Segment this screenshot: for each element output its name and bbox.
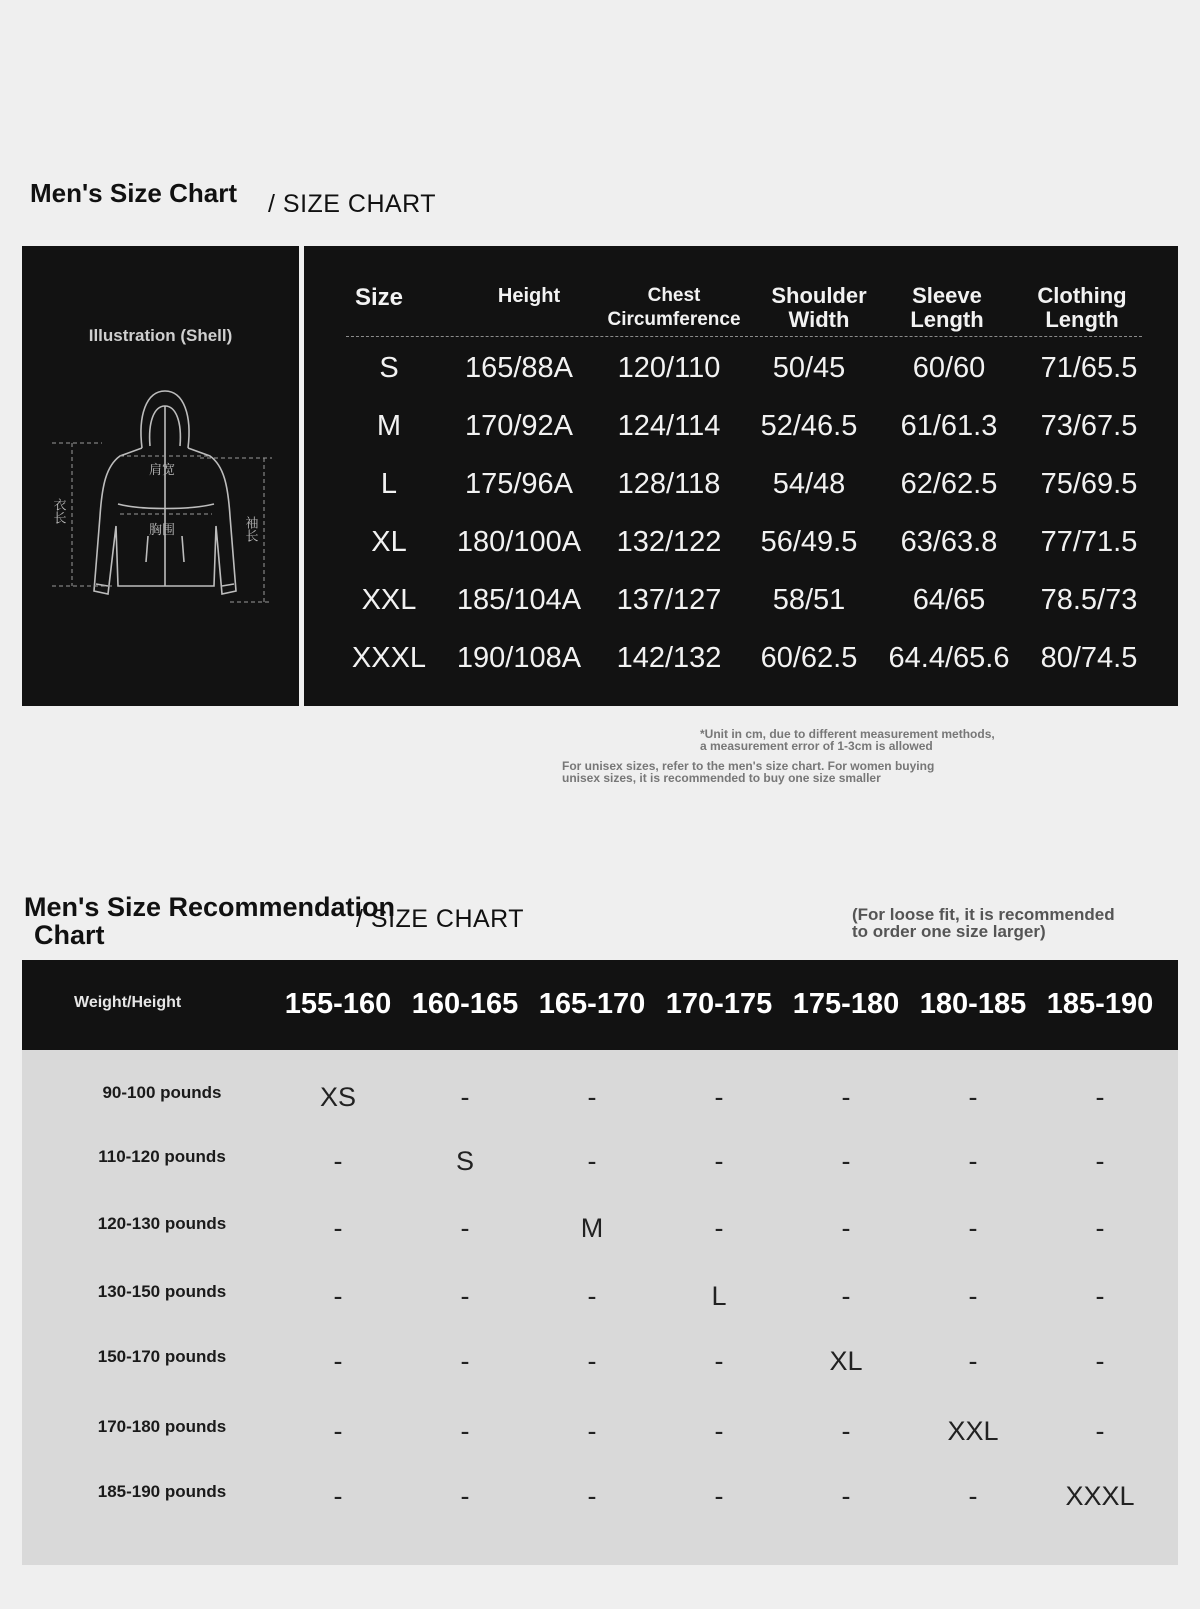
cell-height: 170/92A xyxy=(464,410,574,442)
jacket-illustration-icon xyxy=(50,386,275,626)
table-row xyxy=(22,1142,1178,1182)
cell-size: XXXL xyxy=(351,642,427,674)
cell-clothing-length: 73/67.5 xyxy=(1040,410,1138,442)
size-cell: L xyxy=(711,1281,727,1311)
size-cell: XXXL xyxy=(1065,1481,1135,1511)
cell-sleeve: 63/63.8 xyxy=(900,526,998,558)
size-cell: - xyxy=(460,1416,470,1446)
weight-label: 170-180 pounds xyxy=(97,1417,227,1436)
size-cell: - xyxy=(587,1281,597,1311)
size-cell: - xyxy=(333,1416,343,1446)
table-row xyxy=(304,522,1178,562)
unisex-note: For unisex sizes, refer to the men's size chart. For women buying unisex sizes, it is recommended to buy one size smaller xyxy=(562,759,935,785)
size-cell: - xyxy=(587,1082,597,1112)
size-cell: - xyxy=(714,1481,724,1511)
illustration-label: Illustration (Shell) xyxy=(88,326,233,345)
loose-fit-note: (For loose fit, it is recommended to order one size larger) xyxy=(852,905,1115,941)
size-cell: - xyxy=(333,1281,343,1311)
cell-sleeve: 62/62.5 xyxy=(900,468,998,500)
weight-label: 150-170 pounds xyxy=(97,1347,227,1366)
size-cell: - xyxy=(587,1146,597,1176)
size-cell: - xyxy=(460,1281,470,1311)
size-chart-subtitle: / SIZE CHART xyxy=(268,190,437,218)
size-cell: - xyxy=(1095,1416,1105,1446)
size-cell: - xyxy=(841,1082,851,1112)
cell-height: 165/88A xyxy=(464,352,574,384)
height-header: 175-180 xyxy=(792,988,900,1020)
cell-height: 180/100A xyxy=(456,526,582,558)
table-row xyxy=(304,348,1178,388)
table-row xyxy=(304,638,1178,678)
height-header: 180-185 xyxy=(919,988,1027,1020)
weight-label: 90-100 pounds xyxy=(102,1083,222,1102)
recommendation-header xyxy=(22,960,1178,1050)
size-cell: - xyxy=(714,1346,724,1376)
cell-shoulder: 54/48 xyxy=(772,468,846,500)
table-row xyxy=(304,464,1178,504)
cell-shoulder: 56/49.5 xyxy=(760,526,858,558)
header-size: Size xyxy=(354,284,404,311)
size-cell: - xyxy=(841,1281,851,1311)
cell-sleeve: 64.4/65.6 xyxy=(888,642,1010,674)
cell-shoulder: 58/51 xyxy=(772,584,846,616)
header-sleeve: Sleeve Length xyxy=(910,283,984,332)
size-table xyxy=(304,246,1178,706)
size-cell: - xyxy=(1095,1281,1105,1311)
weight-label: 130-150 pounds xyxy=(97,1282,227,1301)
size-cell: - xyxy=(714,1213,724,1243)
size-cell: XXL xyxy=(947,1416,999,1446)
size-cell: - xyxy=(333,1146,343,1176)
weight-label: 120-130 pounds xyxy=(97,1214,227,1233)
size-cell: - xyxy=(587,1481,597,1511)
height-header: 160-165 xyxy=(411,988,519,1020)
size-cell: - xyxy=(968,1346,978,1376)
height-header: 165-170 xyxy=(538,988,646,1020)
size-cell: - xyxy=(333,1213,343,1243)
cell-chest: 142/132 xyxy=(616,642,722,674)
illustration-panel xyxy=(22,246,299,706)
weight-label: 110-120 pounds xyxy=(98,1147,226,1166)
chest-label: 胸围 xyxy=(149,523,176,538)
header-shoulder: Shoulder Width xyxy=(771,283,867,332)
cell-chest: 137/127 xyxy=(616,584,722,616)
sleeve-label: 袖长 xyxy=(242,516,258,542)
size-cell: - xyxy=(1095,1213,1105,1243)
cell-size: XL xyxy=(371,526,407,558)
cell-shoulder: 50/45 xyxy=(772,352,846,384)
size-cell: - xyxy=(1095,1146,1105,1176)
header-clothing-length: Clothing Length xyxy=(1037,283,1127,332)
table-row xyxy=(22,1277,1178,1317)
size-cell: - xyxy=(714,1082,724,1112)
cell-shoulder: 60/62.5 xyxy=(760,642,858,674)
size-cell: - xyxy=(587,1346,597,1376)
size-cell: - xyxy=(460,1082,470,1112)
size-cell: M xyxy=(580,1213,604,1243)
cell-sleeve: 61/61.3 xyxy=(900,410,998,442)
recommendation-title-line1: Men's Size Recommendation xyxy=(24,892,395,922)
table-row xyxy=(22,1412,1178,1452)
cell-clothing-length: 78.5/73 xyxy=(1040,584,1138,616)
cell-size: XXL xyxy=(361,584,417,616)
weight-height-label: Weight/Height xyxy=(74,994,182,1011)
header-divider xyxy=(346,336,1142,337)
size-cell: - xyxy=(968,1281,978,1311)
recommendation-subtitle: / SIZE CHART xyxy=(356,905,525,933)
size-cell: - xyxy=(714,1416,724,1446)
cell-shoulder: 52/46.5 xyxy=(760,410,858,442)
size-cell: - xyxy=(968,1082,978,1112)
size-cell: - xyxy=(841,1213,851,1243)
table-row xyxy=(22,1342,1178,1382)
size-cell: - xyxy=(841,1481,851,1511)
height-header: 185-190 xyxy=(1046,988,1154,1020)
size-cell: - xyxy=(460,1481,470,1511)
header-chest: Chest Circumference xyxy=(607,285,741,330)
cell-sleeve: 60/60 xyxy=(912,352,986,384)
cell-sleeve: 64/65 xyxy=(912,584,986,616)
height-header: 170-175 xyxy=(665,988,773,1020)
weight-label: 185-190 pounds xyxy=(97,1482,227,1501)
recommendation-table xyxy=(22,1050,1178,1565)
size-cell: XS xyxy=(319,1082,357,1112)
cell-clothing-length: 75/69.5 xyxy=(1040,468,1138,500)
measurement-note: *Unit in cm, due to different measurement methods, a measurement error of 1-3cm is allowed xyxy=(700,727,995,753)
header-height: Height xyxy=(497,285,561,307)
recommendation-title-line2: Chart xyxy=(34,920,105,950)
table-row xyxy=(22,1209,1178,1249)
cell-chest: 132/122 xyxy=(616,526,722,558)
table-row xyxy=(304,406,1178,446)
recommendation-title xyxy=(24,893,395,949)
size-cell: - xyxy=(968,1213,978,1243)
size-cell: - xyxy=(460,1346,470,1376)
table-row xyxy=(22,1078,1178,1118)
cell-size: S xyxy=(379,352,399,384)
size-cell: XL xyxy=(829,1346,863,1376)
length-label: 衣长 xyxy=(50,498,66,524)
size-cell: - xyxy=(714,1146,724,1176)
size-cell: - xyxy=(333,1481,343,1511)
cell-chest: 128/118 xyxy=(617,468,721,500)
size-chart-title: Men's Size Chart xyxy=(30,178,238,208)
size-cell: - xyxy=(841,1146,851,1176)
size-cell: - xyxy=(333,1346,343,1376)
cell-clothing-length: 80/74.5 xyxy=(1040,642,1138,674)
shoulder-label: 肩宽 xyxy=(149,463,176,478)
cell-height: 185/104A xyxy=(456,584,582,616)
cell-clothing-length: 71/65.5 xyxy=(1040,352,1138,384)
cell-height: 175/96A xyxy=(464,468,574,500)
cell-clothing-length: 77/71.5 xyxy=(1040,526,1138,558)
cell-height: 190/108A xyxy=(456,642,582,674)
table-row xyxy=(22,1477,1178,1517)
size-cell: - xyxy=(968,1146,978,1176)
size-cell: - xyxy=(841,1416,851,1446)
cell-size: M xyxy=(376,410,402,442)
table-row xyxy=(304,580,1178,620)
height-header: 155-160 xyxy=(284,988,392,1020)
cell-size: L xyxy=(380,468,398,500)
size-cell: - xyxy=(587,1416,597,1446)
size-cell: S xyxy=(455,1146,474,1176)
size-cell: - xyxy=(1095,1082,1105,1112)
size-cell: - xyxy=(968,1481,978,1511)
cell-chest: 120/110 xyxy=(617,352,721,384)
cell-chest: 124/114 xyxy=(617,410,721,442)
size-cell: - xyxy=(460,1213,470,1243)
size-cell: - xyxy=(1095,1346,1105,1376)
